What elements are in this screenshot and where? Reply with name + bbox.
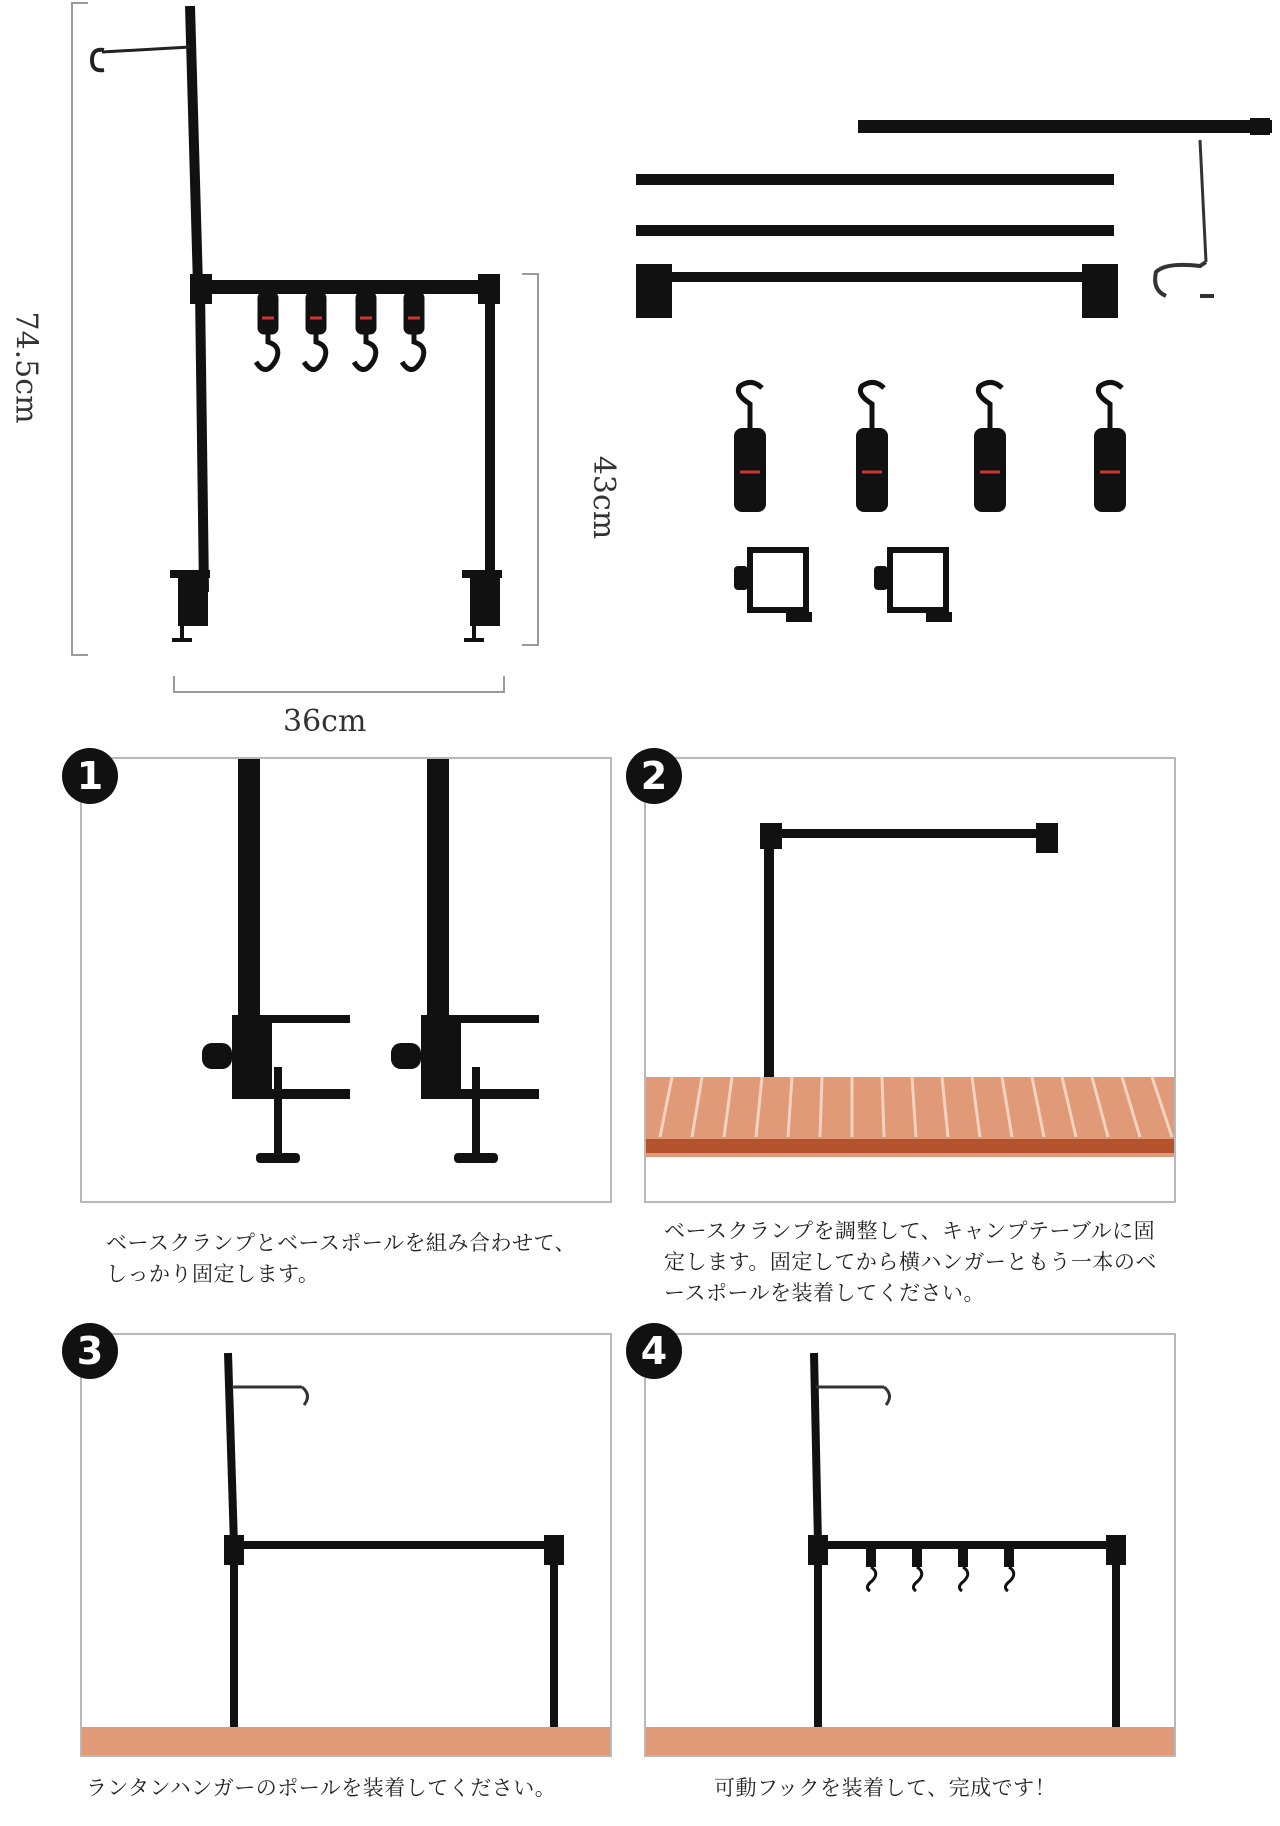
step-1-illustration	[82, 759, 612, 1203]
step-1-badge: 1	[62, 748, 118, 804]
frame-height-label: 43cm	[586, 455, 622, 540]
assembled-stand-diagram	[0, 0, 622, 740]
parts-layout	[600, 0, 1280, 660]
step-4-panel	[644, 1333, 1176, 1757]
step-4-badge: 4	[626, 1323, 682, 1379]
step-1-caption: ベースクランプとベースポールを組み合わせて、しっかり固定します。	[106, 1231, 577, 1286]
step-4-illustration	[646, 1335, 1176, 1757]
step-2-badge: 2	[626, 748, 682, 804]
width-label: 36cm	[283, 704, 367, 739]
step-2-caption: ベースクランプを調整して、キャンプテーブルに固定します。固定してから横ハンガーともう一本のベースポールを装着してください。	[664, 1219, 1157, 1305]
parts-drawing	[600, 0, 1280, 660]
step-3-caption: ランタンハンガーのポールを装着してください。	[86, 1776, 557, 1800]
assembled-stand-drawing	[0, 0, 600, 740]
step-3-badge: 3	[62, 1323, 118, 1379]
step-3-panel	[80, 1333, 612, 1757]
step-1-panel	[80, 757, 612, 1203]
step-3-illustration	[82, 1335, 612, 1757]
total-height-label: 74.5cm	[8, 311, 44, 424]
step-2-panel	[644, 757, 1176, 1203]
step-4-caption: 可動フックを装着して、完成です！	[714, 1776, 1057, 1800]
step-2-illustration	[646, 759, 1176, 1203]
